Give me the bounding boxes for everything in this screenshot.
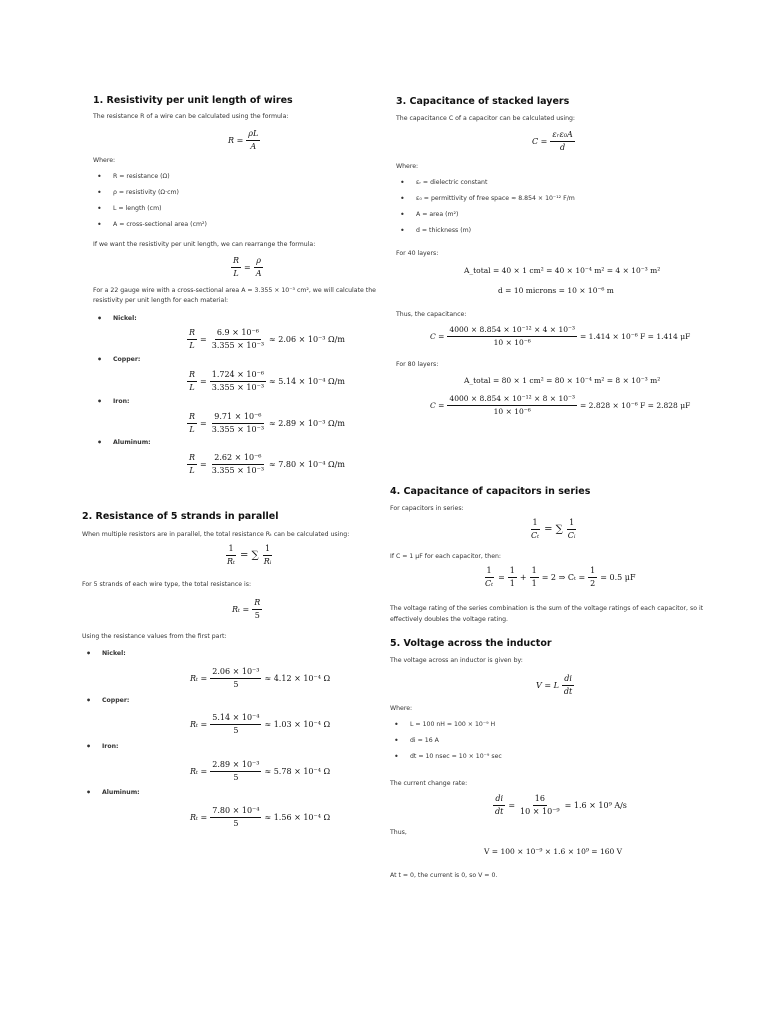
formula-numerator: R [187,370,197,382]
s1-material-label: • Iron: [93,397,129,406]
formula-denominator: 3.355 × 10⁻³ [211,466,265,475]
s3-thus: Thus, the capacitance: [396,311,467,318]
formula-denominator: 10 × 10⁻⁶ [493,338,531,347]
s4-series-result: $\frac{1}{\text{Cₜ}}$ = $\frac{1}{1}$ + $\frac{1}{1}$ = 2 ⇒ Cₜ = $\frac{1}{2}$ = 0.5 μF [485,566,636,588]
formula-denominator: 1 [531,579,537,588]
formula-denominator: 2 [590,579,596,588]
s1-resistance-formula [228,129,263,152]
s1-def-item: • A = cross-sectional area (cm²) [93,220,207,229]
formula-numerator: R [187,412,197,424]
formula-lhs: V = L [536,681,559,690]
s2-material-label: • Copper: [82,696,129,705]
formula-denominator: 5 [233,819,239,828]
formula-numerator: 5.14 × 10⁻⁴ [210,713,261,725]
s4-rating-line-2: effectively doubles the voltage rating. [390,616,509,623]
formula-lhs: Rₜ = [232,605,250,614]
s3-capacitance-formula [532,130,578,153]
formula-numerator: 7.80 × 10⁻⁴ [210,806,261,818]
formula-lhs: Rₜ = [190,720,208,729]
s1-def-item: • R = resistance (Ω) [93,172,170,181]
s3-def-item: • εᵣ = dielectric constant [396,178,487,187]
s1-def-item: • ρ = resistivity (Ω·cm) [93,188,179,197]
s5-def-item: • L = 100 nH = 100 × 10⁻⁹ H [390,720,495,729]
s5-voltage-equation: V = 100 × 10⁻⁹ × 1.6 × 10⁹ = 160 V [484,847,623,856]
s4-intro: For capacitors in series: [390,505,464,512]
s5-thus: Thus, [390,829,407,836]
formula-denominator: 1 [509,579,515,588]
formula-numerator: 1 [567,518,576,530]
s2-using: Using the resistance values from the first part: [82,633,227,640]
formula-result: = 1.414 × 10⁻⁶ F = 1.414 μF [580,332,691,341]
formula-result: = 0.5 μF [600,573,636,582]
formula-numerator: 4000 × 8.854 × 10⁻¹² × 8 × 10⁻³ [447,394,577,406]
s1-material-equation: $\frac{R}{L}$ = $\frac{\text{1.724 × 10⁻⁶}}{\text{3.355 × 10⁻³}}$ ≈ 5.14 × 10⁻⁴ Ω/m [189,370,345,392]
formula-result: ≈ 7.80 × 10⁻⁴ Ω/m [269,460,345,469]
formula-numerator: 6.9 × 10⁻⁶ [215,328,261,340]
s5-inductor-formula [536,674,577,697]
formula-result: ≈ 1.56 × 10⁻⁴ Ω [264,813,331,822]
formula-numerator: di [562,674,574,686]
formula-numerator: 1 [226,544,235,556]
formula-numerator: 9.71 × 10⁻⁶ [212,412,263,424]
s3-intro: The capacitance C of a capacitor can be calculated using: [396,115,576,122]
formula-denominator: L [189,383,195,392]
s3-where: Where: [396,163,419,170]
formula-denominator: d [559,143,566,152]
s1-material-equation: $\frac{R}{L}$ = $\frac{\text{9.71 × 10⁻⁶}}{\text{3.355 × 10⁻³}}$ ≈ 2.89 × 10⁻³ Ω/m [189,412,345,434]
s2-material-equation [190,806,330,829]
section-2-heading: 2. Resistance of 5 strands in parallel [82,511,279,522]
formula-denominator: 10 × 10⁻⁹ [520,807,560,816]
s1-per-length-formula [228,256,267,279]
formula-denominator: 5 [233,680,239,689]
s5-def-item: • di = 16 A [390,736,439,745]
s5-intro: The voltage across an inductor is given by: [390,657,523,664]
section-1-heading: 1. Resistivity per unit length of wires [93,95,293,106]
s5-def-item: • dt = 10 nsec = 10 × 10⁻⁹ sec [390,752,502,761]
formula-denominator: L [189,425,195,434]
s2-parallel-formula [222,544,276,567]
s2-material-label: • Iron: [82,742,118,751]
formula-numerator: 1 [263,544,272,556]
formula-numerator: 1 [485,566,494,578]
s3-area-80: A_total = 80 × 1 cm² = 80 × 10⁻⁴ m² = 8 × 10⁻³ m² [464,376,661,385]
formula-numerator: 1 [530,566,539,578]
formula-lhs: Rₜ = [190,674,208,683]
formula-numerator: 4000 × 8.854 × 10⁻¹² × 4 × 10⁻³ [447,325,577,337]
formula-denominator: dt [495,807,504,816]
section-5-heading: 5. Voltage across the inductor [390,638,552,649]
formula-lhs: C = [430,401,445,410]
formula-equals: = [508,801,516,810]
formula-denominator: 5 [254,611,260,620]
formula-denominator: Cₜ [531,531,540,540]
formula-denominator: 5 [233,726,239,735]
s3-capacitance-40 [430,325,690,348]
formula-lhs: C = [430,332,445,341]
section-4-heading: 4. Capacitance of capacitors in series [390,486,591,497]
formula-result: ≈ 2.89 × 10⁻³ Ω/m [269,419,345,428]
formula-equals: = [244,263,251,272]
s1-material-label: • Nickel: [93,314,137,323]
s1-def-item: • L = length (cm) [93,204,162,213]
formula-numerator: 2.06 × 10⁻³ [210,667,261,679]
formula-result: ≈ 5.14 × 10⁻⁴ Ω/m [269,377,345,386]
formula-numerator: 16 [533,794,547,806]
s3-def-item: • d = thickness (m) [396,226,471,235]
s1-material-label: • Copper: [93,355,140,364]
s5-rate-equation [490,794,627,817]
formula-numerator: di [493,794,505,806]
formula-result: = 1.6 × 10⁹ A/s [564,801,627,810]
formula-numerator: R [252,598,262,610]
formula-numerator: R [231,256,241,268]
formula-denominator: 3.355 × 10⁻³ [211,425,265,434]
formula-denominator: Cₜ [485,579,494,588]
s3-def-item: • A = area (m²) [396,210,458,219]
s3-def-item: • ε₀ = permittivity of free space ≈ 8.854 × 10⁻¹² F/m [396,194,575,203]
s3-80-layers-label: For 80 layers: [396,361,439,368]
s2-material-equation [190,760,330,783]
s1-where: Where: [93,157,116,164]
formula-numerator: 1 [588,566,597,578]
s2-material-label: • Aluminum: [82,788,140,797]
s1-intro: The resistance R of a wire can be calculated using the formula: [93,113,289,120]
formula-denominator: 3.355 × 10⁻³ [211,341,265,350]
s2-five-strands: For 5 strands of each wire type, the total resistance is: [82,581,252,588]
s3-thickness-40: d = 10 microns = 10 × 10⁻⁶ m [498,286,614,295]
s4-series-formula [526,518,581,541]
formula-result: = 2.828 × 10⁻⁶ F = 2.828 μF [580,401,691,410]
s5-final: At t = 0, the current is 0, so V = 0. [390,872,498,879]
s4-if: If C = 1 μF for each capacitor, then: [390,553,502,560]
formula-lhs: C = [532,137,548,146]
formula-numerator: ρL [246,129,260,141]
s1-material-equation: $\frac{R}{L}$ = $\frac{\text{6.9 × 10⁻⁶}}{\text{3.355 × 10⁻³}}$ ≈ 2.06 × 10⁻³ Ω/m [189,328,345,350]
formula-denominator: L [233,269,239,278]
formula-denominator: 10 × 10⁻⁶ [493,407,531,416]
formula-numerator: ρ [254,256,263,268]
formula-lhs: Rₜ = [190,767,208,776]
formula-denominator: 5 [233,773,239,782]
s5-where: Where: [390,705,413,712]
formula-denominator: 3.355 × 10⁻³ [211,383,265,392]
s1-gauge-line-2: resistivity per unit length for each material: [93,297,229,304]
formula-numerator: εᵣε₀A [550,130,574,142]
formula-numerator: 1.724 × 10⁻⁶ [210,370,266,382]
s1-gauge-line-1: For a 22 gauge wire with a cross-sectional area A = 3.355 × 10⁻³ cm², we will calculate the [93,287,376,294]
formula-denominator: A [255,269,262,278]
formula-numerator: 2.62 × 10⁻⁶ [212,453,263,465]
formula-result: ≈ 1.03 × 10⁻⁴ Ω [264,720,331,729]
formula-numerator: 1 [531,518,540,530]
formula-numerator: 2.89 × 10⁻³ [210,760,261,772]
formula-middle: = 2 ⇒ Cₜ = [541,573,586,582]
s3-capacitance-80 [430,394,690,417]
s2-material-equation [190,667,330,690]
s3-area-40: A_total = 40 × 1 cm² = 40 × 10⁻⁴ m² = 4 × 10⁻³ m² [464,266,661,275]
s1-material-equation: $\frac{R}{L}$ = $\frac{\text{2.62 × 10⁻⁶}}{\text{3.355 × 10⁻³}}$ ≈ 7.80 × 10⁻⁴ Ω/m [189,453,345,475]
s2-material-label: • Nickel: [82,649,126,658]
formula-denominator: Rᵢ [263,557,272,566]
formula-denominator: L [189,341,195,350]
formula-equals: = ∑ [544,524,563,535]
formula-result: ≈ 4.12 × 10⁻⁴ Ω [264,674,331,683]
formula-lhs: Rₜ = [190,813,208,822]
s2-five-formula [232,598,265,621]
formula-result: ≈ 5.78 × 10⁻⁴ Ω [264,767,331,776]
formula-numerator: R [187,328,197,340]
s4-rating-line-1: The voltage rating of the series combination is the sum of the voltage ratings of each capacitor, so it [390,605,704,612]
formula-denominator: Rₜ [227,557,235,566]
section-3-heading: 3. Capacitance of stacked layers [396,96,570,107]
formula-numerator: R [187,453,197,465]
s2-material-equation [190,713,330,736]
s2-intro: When multiple resistors are in parallel, the total resistance Rₜ can be calculated using: [82,531,350,538]
formula-denominator: dt [563,687,573,696]
s3-40-layers-label: For 40 layers: [396,250,439,257]
formula-numerator: 1 [508,566,517,578]
formula-denominator: Cᵢ [567,531,576,540]
formula-denominator: A [250,142,257,151]
s1-material-label: • Aluminum: [93,438,151,447]
s5-rate-label: The current change rate: [390,780,468,787]
formula-equals: = ∑ [240,550,259,561]
formula-denominator: L [189,466,195,475]
s1-rearrange: If we want the resistivity per unit length, we can rearrange the formula: [93,241,316,248]
formula-lhs: R = [228,136,244,145]
formula-result: ≈ 2.06 × 10⁻³ Ω/m [269,335,345,344]
